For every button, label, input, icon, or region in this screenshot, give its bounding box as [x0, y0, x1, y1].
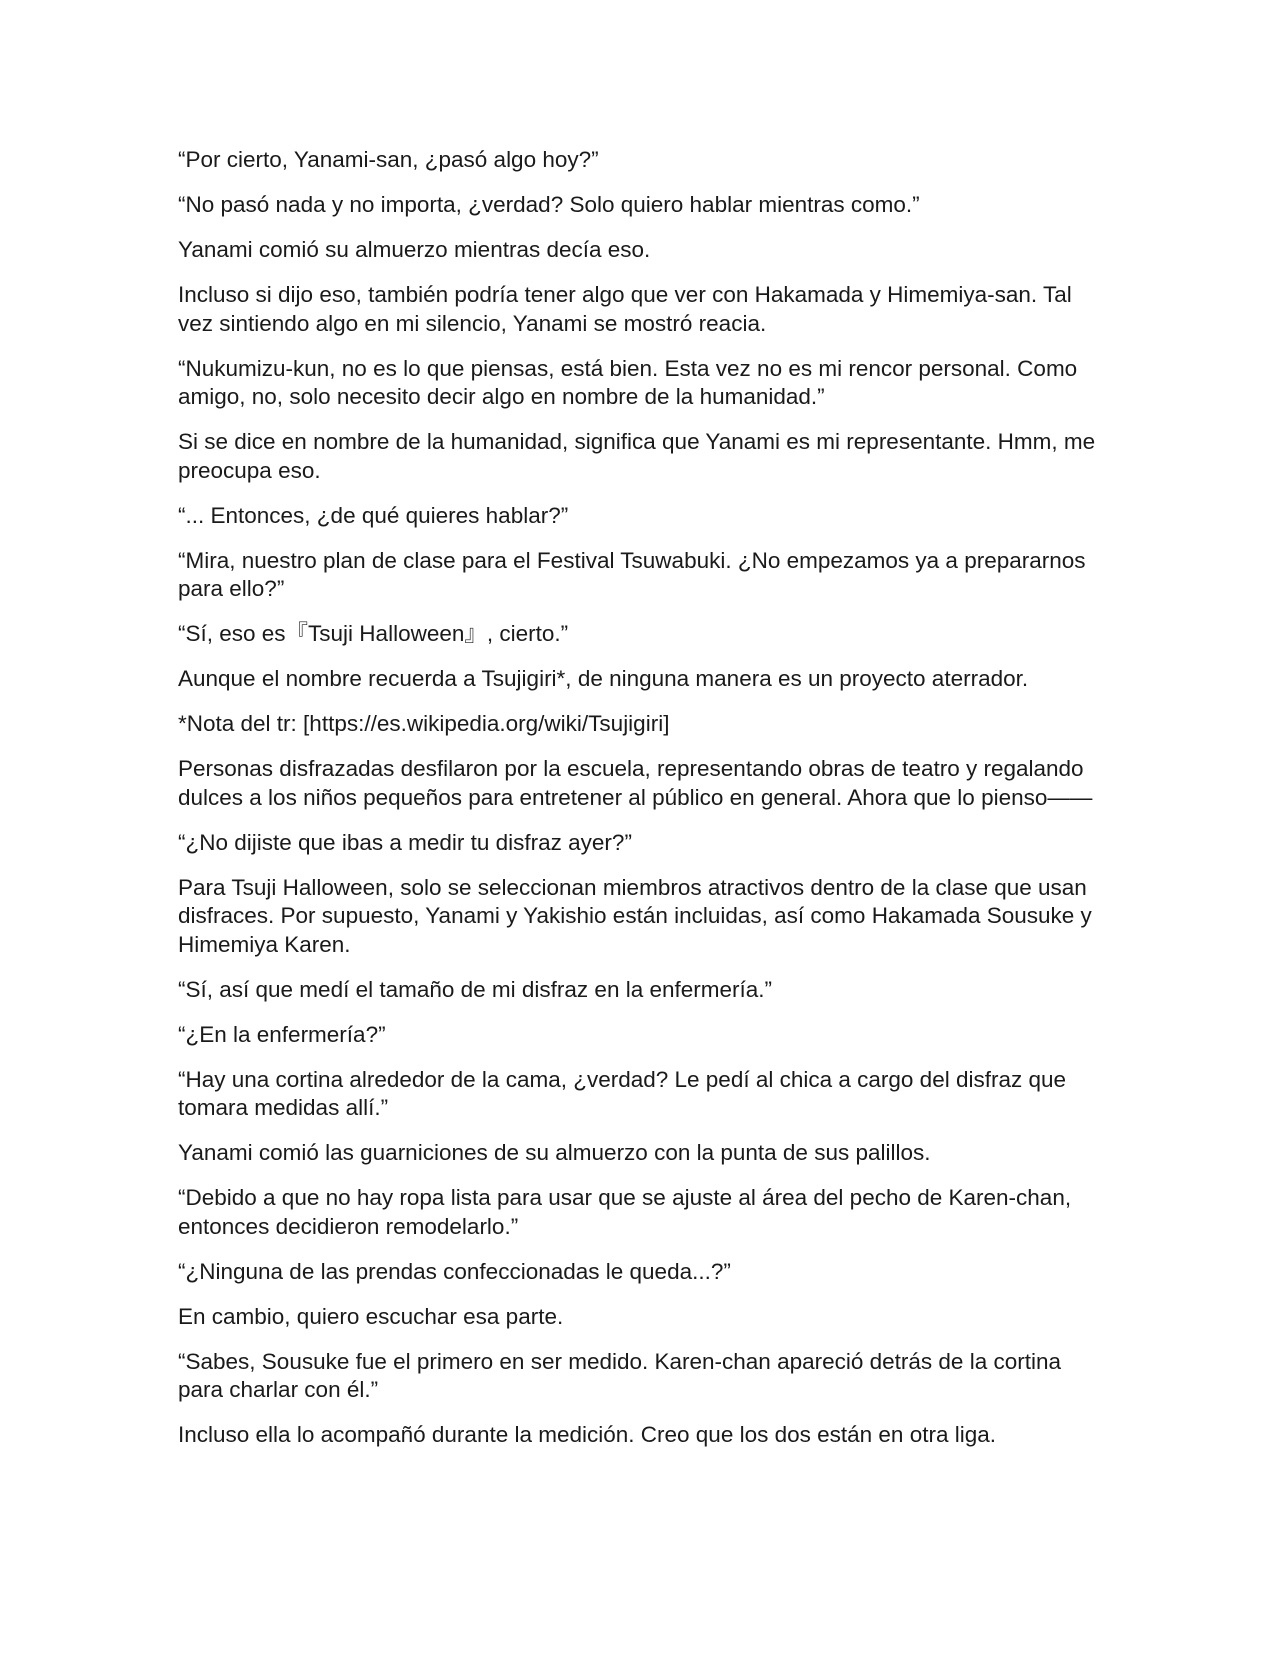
paragraph: “Nukumizu-kun, no es lo que piensas, está bien. Esta vez no es mi rencor personal. Como amigo, no, solo necesito decir algo en nombre de la humanidad.”: [178, 355, 1078, 409]
paragraph: “Debido a que no hay ropa lista para usar que se ajuste al área del pecho de Karen-chan, entonces decidieron remodelarlo.”: [178, 1185, 1072, 1239]
paragraph: Aunque el nombre recuerda a Tsujigiri*, de ninguna manera es un proyecto aterrador.: [178, 666, 1029, 691]
paragraph: Para Tsuji Halloween, solo se seleccionan miembros atractivos dentro de la clase que usan disfraces. Por supuesto, Yanami y Yakishio están incluidas, así como Hakamada Sousuke y Himemiya Karen.: [178, 874, 1092, 957]
paragraph: Si se dice en nombre de la humanidad, significa que Yanami es mi representante. Hmm, me preocupa eso.: [178, 429, 1096, 483]
paragraph: Yanami comió las guarniciones de su almuerzo con la punta de sus palillos.: [178, 1140, 931, 1165]
paragraph: “No pasó nada y no importa, ¿verdad? Solo quiero hablar mientras como.”: [178, 192, 920, 217]
paragraph: “Por cierto, Yanami-san, ¿pasó algo hoy?”: [178, 147, 599, 172]
paragraph: “¿Ninguna de las prendas confeccionadas le queda...?”: [178, 1258, 731, 1284]
paragraph: “¿No dijiste que ibas a medir tu disfraz ayer?”: [178, 829, 632, 855]
paragraph: “Sabes, Sousuke fue el primero en ser medido. Karen-chan apareció detrás de la cortina para charlar con él.”: [178, 1348, 1061, 1402]
paragraph: “¿En la enfermería?”: [178, 1021, 386, 1047]
translator-note: *Nota del tr: [https://es.wikipedia.org/wiki/Tsujigiri]: [178, 711, 670, 736]
paragraph: “... Entonces, ¿de qué quieres hablar?”: [178, 502, 569, 528]
paragraph: Yanami comió su almuerzo mientras decía eso.: [178, 237, 651, 262]
paragraph: Incluso ella lo acompañó durante la medición. Creo que los dos están en otra liga.: [178, 1422, 996, 1447]
paragraph: Personas disfrazadas desfilaron por la escuela, representando obras de teatro y regalando dulces a los niños pequeños para entretener al público en general. Ahora que lo pienso——: [178, 756, 1093, 810]
paragraph: “Sí, así que medí el tamaño de mi disfraz en la enfermería.”: [178, 976, 773, 1002]
text-column: [178, 146, 1103, 1466]
paragraph: “Hay una cortina alrededor de la cama, ¿verdad? Le pedí al chica a cargo del disfraz que tomara medidas allí.”: [178, 1066, 1067, 1120]
paragraph: “Sí, eso es『Tsuji Halloween』, cierto.”: [178, 621, 569, 646]
paragraph: “Mira, nuestro plan de clase para el Festival Tsuwabuki. ¿No empezamos ya a prepararnos para ello?”: [178, 547, 1086, 601]
paragraph: Incluso si dijo eso, también podría tener algo que ver con Hakamada y Himemiya-san. Tal vez sintiendo algo en mi silencio, Yanami se mostró reacia.: [178, 282, 1072, 336]
paragraph: En cambio, quiero escuchar esa parte.: [178, 1303, 564, 1329]
